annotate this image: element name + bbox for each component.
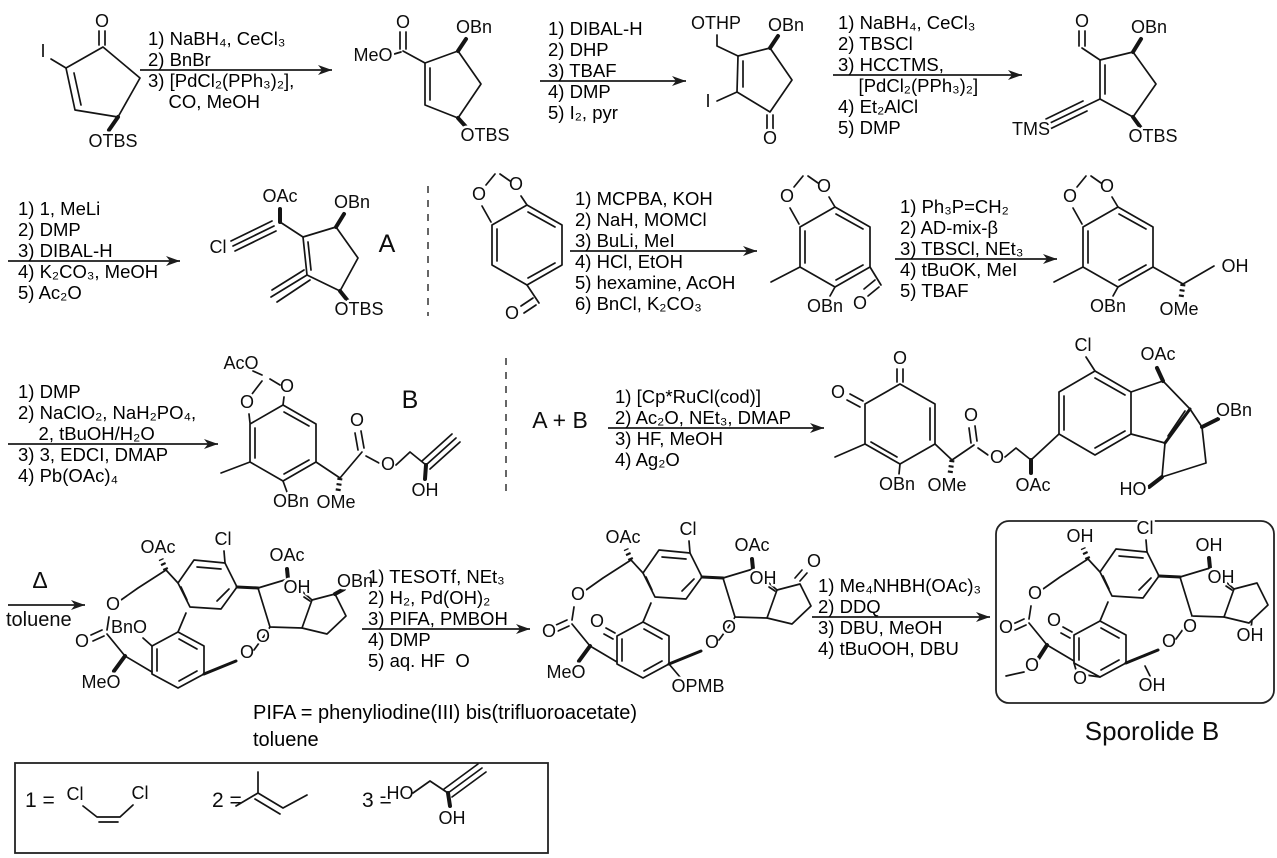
atom-label-obn: OBn [1215, 400, 1253, 420]
reagent-line: 3) 3, EDCI, DMAP [18, 444, 169, 465]
atom-label-oh: OH [1207, 567, 1235, 587]
atom-label-oh: OH [411, 480, 439, 500]
delta-solvent-label: toluene [6, 609, 72, 631]
reagent-line: 2) DMP [18, 219, 81, 240]
atom-label-obn: OBn [767, 15, 805, 35]
reagent-line: 1) Me₄NHBH(OAc)₃ [818, 575, 982, 596]
reagent-line: 6) BnCl, K₂CO₃ [575, 293, 702, 314]
reagent-line: 2) Ac₂O, NEt₃, DMAP [615, 407, 792, 428]
molecule-iodo-cyclopentenone [40, 11, 140, 151]
reagent-line: [PdCl₂(PPh₃)₂] [838, 75, 979, 96]
atom-label-bno: BnO [110, 617, 148, 637]
pifa-definition: PIFA = phenyliodine(III) bis(trifluoroacetate) [253, 702, 638, 724]
atom-label-oh: OH [438, 808, 466, 828]
reagents-step-5 [575, 188, 735, 314]
atom-label-oh: OH [1195, 535, 1223, 555]
reagent-line: 1) 1, MeLi [18, 198, 101, 219]
reagent-line: 3) [PdCl₂(PPh₃)₂], [148, 70, 295, 91]
atom-label-oac: OAc [605, 527, 641, 547]
atom-label-o: O [1182, 616, 1198, 636]
reagent-line: 1) [Cp*RuCl(cod)] [615, 386, 761, 407]
atom-label-otbs: OTBS [334, 299, 384, 319]
molecule-ester-cyclopentene [353, 12, 509, 145]
atom-label-o: O [830, 382, 846, 402]
reagents-step-4 [18, 198, 158, 303]
molecule-macrocycle-1 [75, 529, 373, 692]
atom-label-cl: Cl [1136, 518, 1154, 538]
delta-label: Δ [32, 567, 48, 593]
atom-label-cl: Cl [66, 784, 84, 804]
atom-label-o: O [541, 621, 557, 641]
pifa-solvent: toluene [253, 729, 319, 751]
atom-label-meo: MeO [546, 662, 586, 682]
reagent-line: 5) aq. HF O [368, 650, 470, 671]
atom-label-otbs: OTBS [1128, 126, 1178, 146]
atom-label-o: O [504, 303, 520, 323]
atom-label-oh: OH [283, 577, 311, 597]
atom-label-otbs: OTBS [460, 125, 510, 145]
atom-label-oh: OH [1138, 675, 1166, 695]
atom-label-oh: OH [1236, 625, 1264, 645]
atom-label-o: O [963, 405, 979, 425]
atom-label-o: O [94, 11, 110, 31]
atom-label-o: O [508, 174, 524, 194]
reagent-line: 2, tBuOH/H₂O [18, 423, 155, 444]
a-plus-b-label: A + B [532, 407, 588, 433]
atom-label-cl: Cl [131, 783, 149, 803]
atom-label-o: O [1072, 668, 1088, 688]
reagent-line: 2) BnBr [148, 49, 211, 70]
atom-label-o: O [1074, 11, 1090, 31]
atom-label-o: O [239, 642, 255, 662]
reagent-line: 5) Ac₂O [18, 282, 82, 303]
reagent-line: CO, MeOH [148, 91, 261, 112]
atom-label-i: I [705, 91, 711, 111]
atom-label-o: O [570, 584, 586, 604]
reagent-line: 5) hexamine, AcOH [575, 272, 736, 293]
atom-label-obn: OBn [806, 296, 844, 316]
reagent-line: 3) HCCTMS, [838, 54, 944, 75]
atom-label-obn: OBn [1089, 296, 1127, 316]
atom-label-i: I [40, 41, 46, 61]
molecule-fragment-A [210, 186, 396, 319]
molecule-tms-alkyne-aldehyde [1012, 11, 1178, 146]
reagent-line: 3) PIFA, PMBOH [368, 608, 508, 629]
molecule-piperonal [472, 174, 562, 323]
reagent-line: 1) Ph₃P=CH₂ [900, 196, 1009, 217]
reagent-line: 1) NaBH₄, CeCl₃ [838, 12, 976, 33]
reagent-line: 2) TBSCl [838, 33, 913, 54]
atom-label-o: O [998, 617, 1014, 637]
reagent-line: 4) Et₂AlCl [838, 96, 919, 117]
atom-label-ome: OMe [1159, 299, 1199, 319]
atom-label-oh: OH [1066, 526, 1094, 546]
atom-label-obn: OBn [333, 192, 371, 212]
reagent-line: 3) DIBAL-H [18, 240, 113, 261]
atom-label-oac: OAc [734, 535, 770, 555]
atom-label-opmb: OPMB [671, 676, 725, 696]
atom-label-o: O [779, 186, 795, 206]
atom-label-otbs: OTBS [88, 131, 138, 151]
atom-label-o: O [74, 631, 90, 651]
atom-label-o: O [471, 184, 487, 204]
atom-label-oac: OAc [1015, 475, 1051, 495]
reagents-step-1 [148, 28, 294, 112]
molecule-sporolide-b [999, 518, 1268, 695]
atom-label-o: O [349, 410, 365, 430]
legend-compound-1 [25, 783, 149, 822]
reagent-line: 4) Pb(OAc)₄ [18, 465, 119, 486]
reagent-line: 4) tBuOOH, DBU [818, 638, 959, 659]
atom-label-ho: HO [386, 783, 414, 803]
atom-label-o: O [721, 617, 737, 637]
reagents-step-2 [548, 18, 643, 123]
atom-label-cl: Cl [209, 237, 227, 257]
reagent-line: 3) TBAF [548, 60, 617, 81]
legend-item-1-label: 1 = [25, 789, 55, 812]
reagent-line: 5) I₂, pyr [548, 102, 618, 123]
atom-label-o: O [1027, 583, 1043, 603]
atom-label-o: O [989, 447, 1005, 467]
final-product-box [996, 521, 1274, 703]
reagent-line: 1) NaBH₄, CeCl₃ [148, 28, 286, 49]
molecule-coupled-quinone [831, 335, 1252, 499]
atom-label-meo: MeO [81, 672, 121, 692]
legend-item-2-label: 2 = [212, 789, 242, 812]
atom-label-o: O [1024, 655, 1040, 675]
atom-label-o: O [380, 454, 396, 474]
atom-label-o: O [239, 392, 255, 412]
atom-label-oh: OH [1221, 256, 1249, 276]
atom-label-cl: Cl [1074, 335, 1092, 355]
reagent-line: 2) NaH, MOMCl [575, 209, 707, 230]
atom-label-oac: OAc [269, 545, 305, 565]
atom-label-o: O [1099, 176, 1115, 196]
atom-label-obn: OBn [455, 17, 493, 37]
reagents-step-6 [900, 196, 1023, 301]
atom-label-o: O [589, 611, 605, 631]
atom-label-o: O [395, 12, 411, 32]
molecule-macrocycle-2 [542, 519, 821, 696]
atom-label-cl: Cl [679, 519, 697, 539]
reagent-line: 1) MCPBA, KOH [575, 188, 713, 209]
legend-compound-2 [212, 772, 307, 814]
reagent-line: 1) DMP [18, 381, 81, 402]
fragment-a-label: A [378, 230, 396, 258]
arrow-step-delta [6, 567, 85, 631]
reagent-line: 2) AD-mix-β [900, 217, 999, 238]
reagent-line: 2) DDQ [818, 596, 881, 617]
atom-label-o: O [762, 128, 778, 148]
atom-label-obn: OBn [272, 491, 310, 511]
atom-label-o: O [1046, 610, 1062, 630]
reagent-line: 5) TBAF [900, 280, 969, 301]
reagent-line: 4) K₂CO₃, MeOH [18, 261, 159, 282]
legend-item-3-label: 3 = [362, 789, 392, 812]
legend-compound-3 [362, 764, 486, 828]
atom-label-oh: OH [749, 568, 777, 588]
atom-label-o: O [1062, 186, 1078, 206]
atom-label-o: O [852, 293, 868, 313]
atom-label-o: O [816, 176, 832, 196]
reagents-step-7 [18, 381, 196, 486]
atom-label-tms: TMS [1012, 119, 1050, 139]
reagent-line: 1) TESOTf, NEt₃ [368, 566, 505, 587]
atom-label-cl: Cl [214, 529, 232, 549]
atom-label-o: O [279, 376, 295, 396]
atom-label-oac: OAc [140, 537, 176, 557]
molecule-benzodioxole-aldehyde [771, 176, 881, 316]
final-product-name: Sporolide B [1084, 716, 1220, 746]
atom-label-o: O [806, 551, 822, 571]
reagent-line: 2) NaClO₂, NaH₂PO₄, [18, 402, 197, 423]
atom-label-oac: OAc [262, 186, 298, 206]
reagent-line: 3) DBU, MeOH [818, 617, 943, 638]
atom-label-obn: OBn [1130, 17, 1168, 37]
reagents-step-9 [368, 566, 508, 671]
atom-label-ho: HO [1119, 479, 1147, 499]
reagent-line: 3) HF, MeOH [615, 428, 723, 449]
reagent-line: 3) TBSCl, NEt₃ [900, 238, 1024, 259]
reagent-line: 1) DIBAL-H [548, 18, 643, 39]
atom-label-o: O [1161, 631, 1177, 651]
atom-label-o: O [704, 632, 720, 652]
atom-label-obn: OBn [878, 474, 916, 494]
atom-label-o: O [892, 348, 908, 368]
reagent-line: 2) H₂, Pd(OH)₂ [368, 587, 491, 608]
molecule-othp-iodo-enone [691, 13, 804, 148]
fragment-b-label: B [401, 386, 419, 414]
molecule-benzodioxole-methoxy-alcohol [1054, 176, 1249, 319]
atom-label-aco: AcO [223, 353, 259, 373]
atom-label-othp: OTHP [690, 13, 742, 33]
atom-label-o: O [255, 626, 271, 646]
atom-label-ome: OMe [316, 492, 356, 512]
atom-label-obn: OBn [336, 571, 374, 591]
reagent-line: 3) BuLi, MeI [575, 230, 675, 251]
reagent-line: 4) Ag₂O [615, 449, 680, 470]
reagent-line: 4) DMP [368, 629, 431, 650]
atom-label-oac: OAc [1140, 344, 1176, 364]
atom-label-o: O [105, 594, 121, 614]
reagent-line: 4) HCl, EtOH [575, 251, 683, 272]
reagent-line: 2) DHP [548, 39, 609, 60]
pifa-footnote [253, 700, 637, 754]
reagents-step-8 [615, 386, 791, 470]
molecule-fragment-B [221, 353, 460, 512]
atom-label-meo: MeO [353, 45, 393, 65]
reagents-step-10 [818, 575, 981, 659]
reagent-line: 4) tBuOK, MeI [900, 259, 1018, 280]
atom-label-ome: OMe [927, 475, 967, 495]
reagents-step-3 [838, 12, 978, 138]
reagent-line: 4) DMP [548, 81, 611, 102]
reagent-line: 5) DMP [838, 117, 901, 138]
